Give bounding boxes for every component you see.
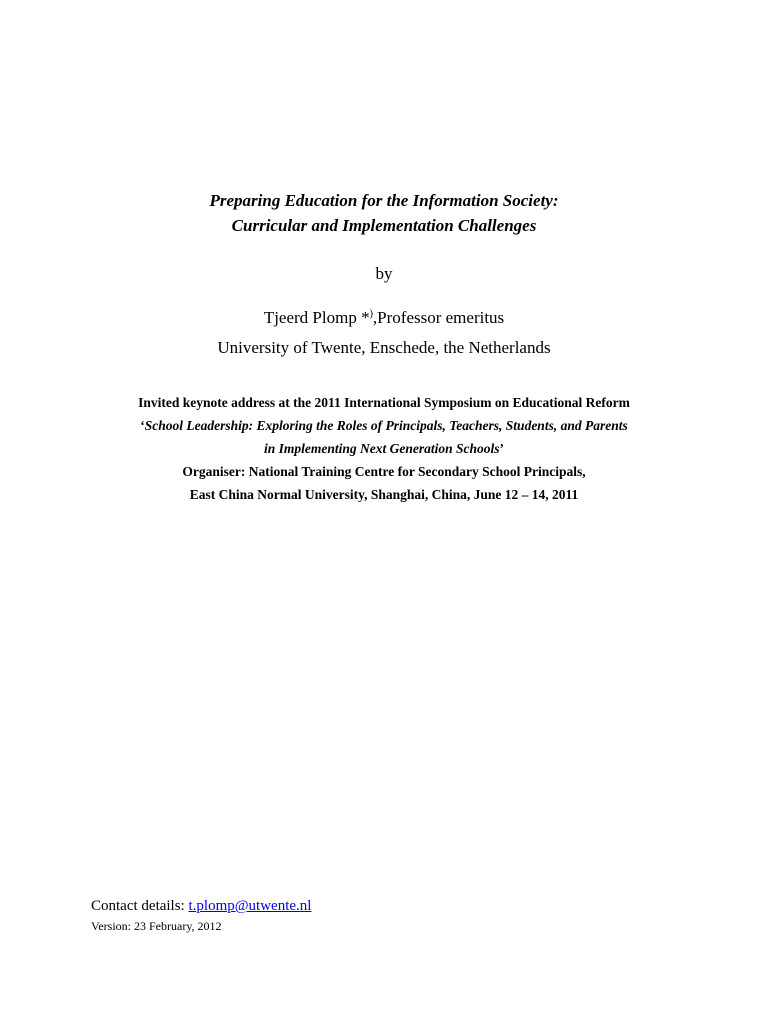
keynote-line-3: [0, 441, 768, 457]
author-name: Tjeerd Plomp *: [263, 308, 370, 327]
contact-details: [91, 898, 311, 915]
organiser-line: Organiser: National Training Centre for Secondary School Principals,: [182, 464, 586, 479]
version-date: : 23 February, 2012: [127, 919, 222, 933]
venue-date-line: East China Normal University, Shanghai, China, June 12 – 14, 2011: [189, 487, 579, 502]
contact-label: Contact details:: [91, 898, 189, 914]
contact-email-link[interactable]: t.plomp@utwente.nl: [188, 898, 312, 914]
author-role: ,Professor emeritus: [372, 308, 505, 327]
open-quote: ‘: [140, 418, 145, 433]
document-title-line-2: Curricular and Implementation Challenges: [231, 216, 537, 235]
symposium-theme-part-1: School Leadership: Exploring the Roles of Principals, Teachers, Students, and Parents: [144, 418, 628, 433]
version-label: Version: [91, 919, 128, 933]
keynote-line-1: Invited keynote address at the 2011 International Symposium on Educational Reform: [138, 395, 630, 410]
author-line: [0, 308, 768, 328]
document-title-line-1: Preparing Education for the Information Society:: [209, 191, 559, 210]
version-line: [91, 919, 222, 934]
symposium-theme-part-2: in Implementing Next Generation Schools: [263, 441, 500, 456]
author-affiliation: University of Twente, Enschede, the Netherlands: [217, 338, 551, 357]
keynote-line-2: [0, 418, 768, 434]
author-footnote-marker: ): [369, 308, 373, 320]
close-quote: ’: [499, 441, 505, 456]
by-label: by: [375, 264, 393, 283]
